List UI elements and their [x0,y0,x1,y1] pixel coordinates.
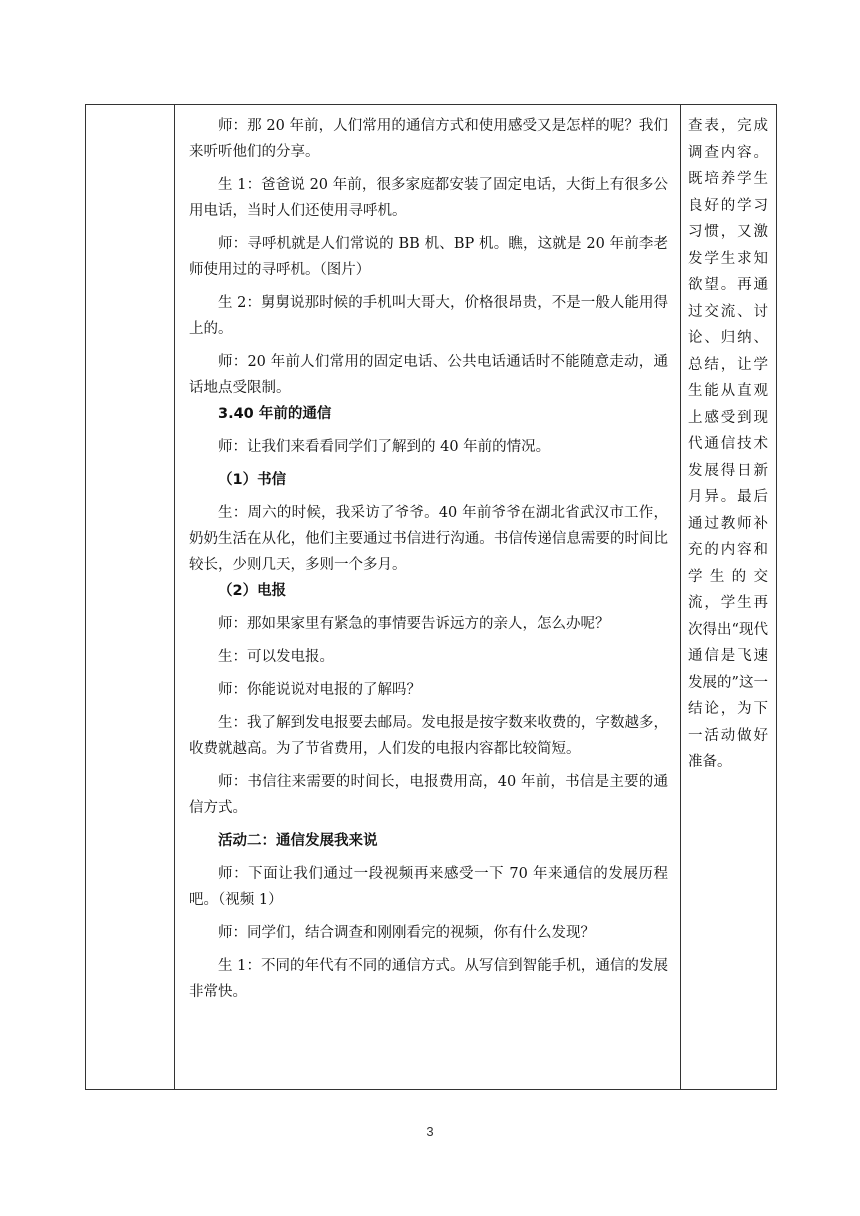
paragraph: 师：下面让我们通过一段视频再来感受一下 70 年来通信的发展历程吧。（视频 1） [189,866,668,908]
paragraph: 师：20 年前人们常用的固定电话、公共电话通话时不能随意走动，通话地点受限制。 [189,354,668,396]
paragraph: 生：周六的时候，我采访了爷爷。40 年前爷爷在湖北省武汉市工作，奶奶生活在从化，他们主要通过书信进行沟通。书信传递信息需要的时间比较长，少则几天，多则一个多月。 [189,505,668,573]
paragraph: 生 2：舅舅说那时候的手机叫大哥大，价格很昂贵，不是一般人能用得上的。 [189,295,668,337]
paragraph: 师：让我们来看看同学们了解到的 40 年前的情况。 [218,439,551,455]
section-heading: 3.40 年前的通信 [218,406,332,422]
lesson-table [85,104,777,1090]
left-column-cell [86,105,175,1090]
paragraph: 师：寻呼机就是人们常说的 BB 机、BP 机。瞧，这就是 20 年前李老师使用过的寻呼机。（图片） [189,236,668,278]
paragraph: 师：你能说说对电报的了解吗？ [218,682,421,698]
page-number: 3 [426,1124,434,1139]
paragraph: 生 1：爸爸说 20 年前，很多家庭都安装了固定电话，大街上有很多公用电话，当时人们还使用寻呼机。 [189,177,668,219]
paragraph: 师：那如果家里有紧急的事情要告诉远方的亲人，怎么办呢？ [218,616,610,632]
activity-heading: 活动二：通信发展我来说 [218,833,378,849]
design-intent-text: 查表，完成调查内容。既培养学生良好的学习习惯，又激发学生求知欲望。再通过交流、讨论、归纳、总结，让学生能从直观上感受到现代通信技术发展得日新月异。最后通过教师补充的内容和学生的交流，学生再次得出“现代通信是飞速发展的”这一结论，为下一活动做好准备。 [688,118,768,770]
paragraph: 师：同学们，结合调查和刚刚看完的视频，你有什么发现？ [218,925,595,941]
paragraph: 生：我了解到发电报要去邮局。发电报是按字数来收费的，字数越多，收费就越高。为了节省费用，人们发的电报内容都比较简短。 [189,715,668,757]
design-intent-cell [681,105,777,1090]
dialogue-content [175,105,680,1005]
subsection-heading: （1）书信 [218,472,287,488]
paragraph: 师：那 20 年前，人们常用的通信方式和使用感受又是怎样的呢？我们来听听他们的分享。 [189,118,668,160]
paragraph: 师：书信往来需要的时间长，电报费用高，40 年前，书信是主要的通信方式。 [189,774,668,816]
subsection-heading: （2）电报 [218,583,287,599]
paragraph: 生 1：不同的年代有不同的通信方式。从写信到智能手机，通信的发展非常快。 [189,958,668,1000]
paragraph: 生：可以发电报。 [218,649,334,665]
teaching-process-cell [175,105,681,1090]
